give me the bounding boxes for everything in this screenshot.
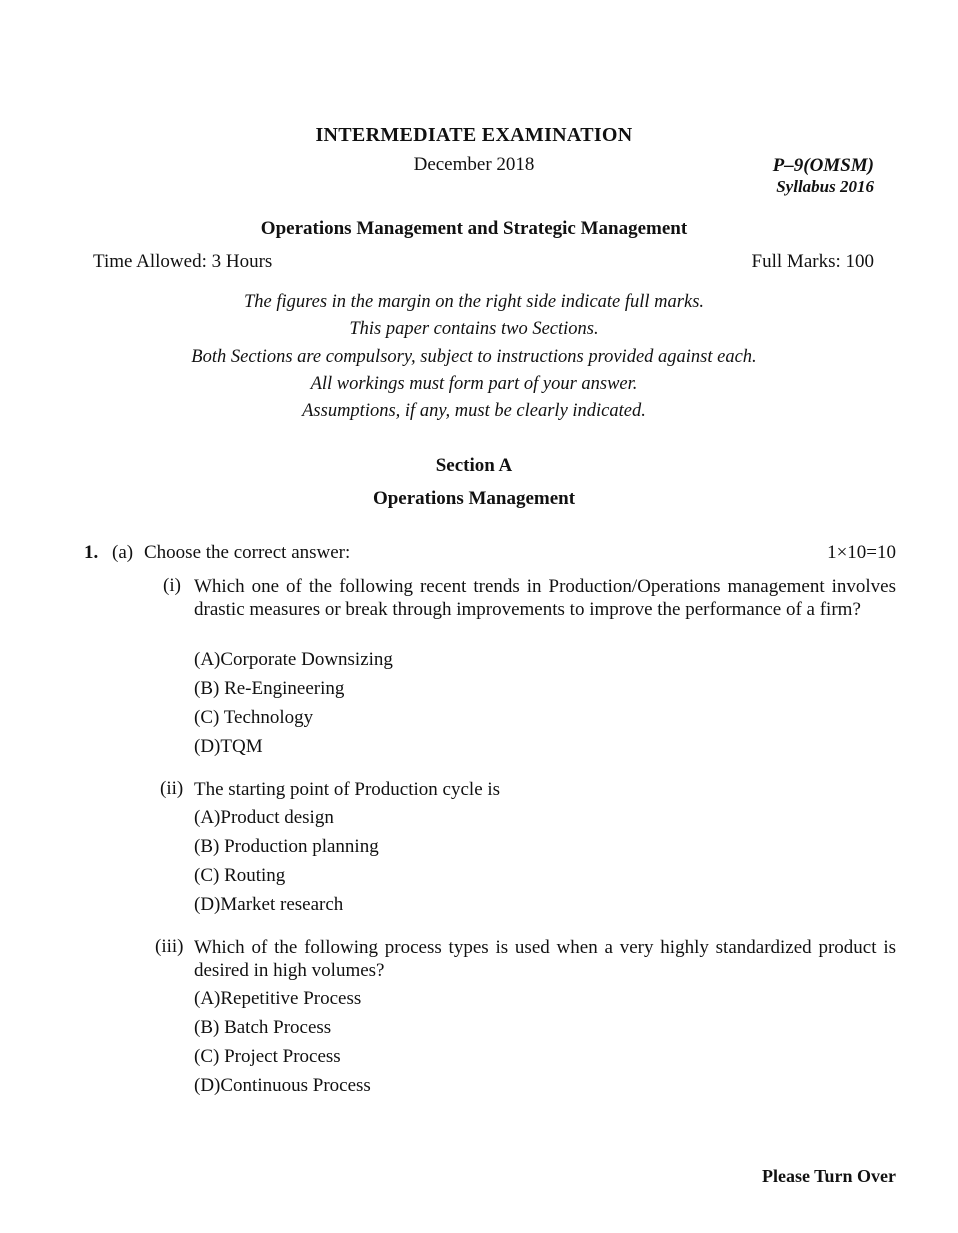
instruction-line: All workings must form part of your answer. [310,374,638,394]
answer-option: (B) Re-Engineering [194,678,345,699]
full-marks: Full Marks: 100 [751,251,874,272]
subquestion-text: The starting point of Production cycle is [194,779,501,800]
answer-option: (C) Routing [194,865,286,886]
instruction-line: Both Sections are compulsory, subject to instructions provided against each. [191,347,757,367]
subject-title: Operations Management and Strategic Management [260,218,688,239]
subquestion-number: (i) [163,575,181,596]
paper-code: P–9(OMSM) [772,155,874,176]
answer-option: (A)Product design [194,807,334,828]
exam-date: December 2018 [413,154,535,175]
syllabus-label: Syllabus 2016 [776,177,874,196]
exam-title: INTERMEDIATE EXAMINATION [315,124,633,146]
subquestion-text: Which one of the following recent trends in Production/Operations management involves drastic measures or break through improvements to improve the performance of a firm? [194,576,896,620]
instruction-line: The figures in the margin on the right side indicate full marks. [243,292,705,312]
answer-option: (A)Repetitive Process [194,988,362,1009]
subquestion-number: (iii) [155,936,184,957]
instruction-line: This paper contains two Sections. [349,319,599,339]
answer-option: (D)Market research [194,894,344,915]
question-number: 1. [84,542,99,563]
answer-option: (A)Corporate Downsizing [194,649,393,670]
answer-option: (D)Continuous Process [194,1075,371,1096]
answer-option: (C) Project Process [194,1046,341,1067]
question-marks: 1×10=10 [827,542,896,563]
answer-option: (B) Batch Process [194,1017,332,1038]
answer-option: (D)TQM [194,736,263,757]
instruction-line: Assumptions, if any, must be clearly indicated. [302,401,646,421]
subquestion-text: Which of the following process types is used when a very highly standardized product is desired in high volumes? [194,937,896,981]
section-subtitle: Operations Management [372,488,576,509]
answer-option: (B) Production planning [194,836,379,857]
question-prompt: Choose the correct answer: [144,542,351,563]
subquestion-number: (ii) [160,778,184,799]
time-allowed: Time Allowed: 3 Hours [93,251,273,272]
section-title: Section A [435,455,513,476]
page-footer: Please Turn Over [762,1166,896,1186]
question-part: (a) [112,542,134,563]
answer-option: (C) Technology [194,707,314,728]
